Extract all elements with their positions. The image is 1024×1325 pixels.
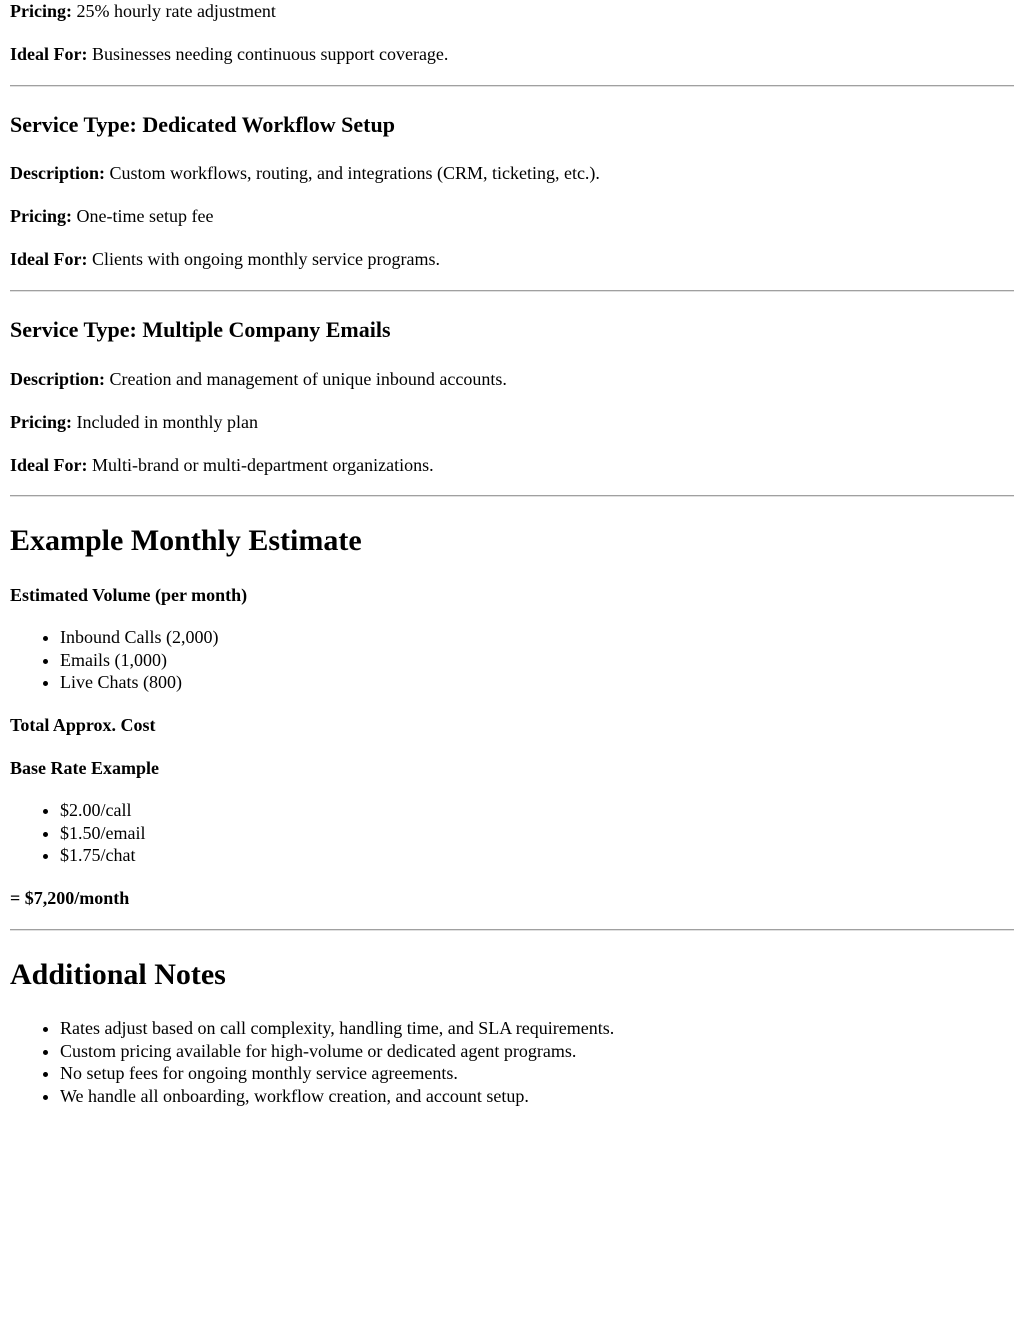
estimate-heading: Example Monthly Estimate — [10, 524, 362, 557]
pricing-label: Pricing: — [10, 1, 72, 21]
list-item: • Rates adjust based on call complexity, handling time, and SLA requirements. — [60, 1017, 614, 1040]
pricing-value: Included in monthly plan — [76, 412, 258, 432]
ideal-for-value: Clients with ongoing monthly service programs. — [91, 249, 440, 269]
service-pricing — [10, 205, 213, 227]
intro-ideal-for — [10, 43, 448, 65]
list-item: • $1.50/email — [60, 822, 145, 845]
base-rate-heading: Base Rate Example — [10, 758, 159, 778]
description-value: Creation and management of unique inbound accounts. — [109, 369, 507, 389]
ideal-for-value: Multi-brand or multi-department organizations. — [91, 455, 434, 475]
service-title: Service Type: Dedicated Workflow Setup — [10, 112, 395, 137]
pricing-value: One-time setup fee — [76, 206, 214, 226]
ideal-for-label: Ideal For: — [10, 455, 88, 475]
description-label: Description: — [10, 163, 105, 183]
rate-list — [10, 799, 145, 867]
list-item: • We handle all onboarding, workflow creation, and account setup. — [60, 1085, 614, 1108]
divider — [10, 85, 1014, 87]
service-title: Service Type: Multiple Company Emails — [10, 317, 391, 342]
description-label: Description: — [10, 369, 105, 389]
total-value: = $7,200/month — [10, 888, 130, 908]
list-item: • $2.00/call — [60, 799, 145, 822]
volume-heading: Estimated Volume (per month) — [10, 585, 248, 605]
service-description — [10, 162, 600, 184]
pricing-value: 25% hourly rate adjustment — [76, 1, 276, 21]
service-pricing — [10, 411, 258, 433]
ideal-for-label: Ideal For: — [10, 44, 88, 64]
divider — [10, 495, 1014, 497]
volume-list — [10, 626, 218, 694]
service-ideal-for — [10, 454, 434, 476]
pricing-label: Pricing: — [10, 412, 72, 432]
list-item: • No setup fees for ongoing monthly service agreements. — [60, 1062, 614, 1085]
service-description — [10, 368, 507, 390]
list-item: • Inbound Calls (2,000) — [60, 626, 218, 649]
list-item: • Custom pricing available for high-volume or dedicated agent programs. — [60, 1040, 614, 1063]
list-item: • Emails (1,000) — [60, 649, 218, 672]
intro-pricing — [10, 0, 276, 22]
ideal-for-label: Ideal For: — [10, 249, 88, 269]
divider — [10, 290, 1014, 292]
list-item: • $1.75/chat — [60, 844, 145, 867]
total-cost-heading: Total Approx. Cost — [10, 715, 156, 735]
pricing-label: Pricing: — [10, 206, 72, 226]
divider — [10, 929, 1014, 931]
notes-list — [10, 1017, 614, 1108]
ideal-for-value: Businesses needing continuous support coverage. — [91, 44, 449, 64]
notes-heading: Additional Notes — [10, 958, 226, 991]
description-value: Custom workflows, routing, and integrations (CRM, ticketing, etc.). — [109, 163, 600, 183]
service-ideal-for — [10, 248, 440, 270]
list-item: • Live Chats (800) — [60, 671, 218, 694]
